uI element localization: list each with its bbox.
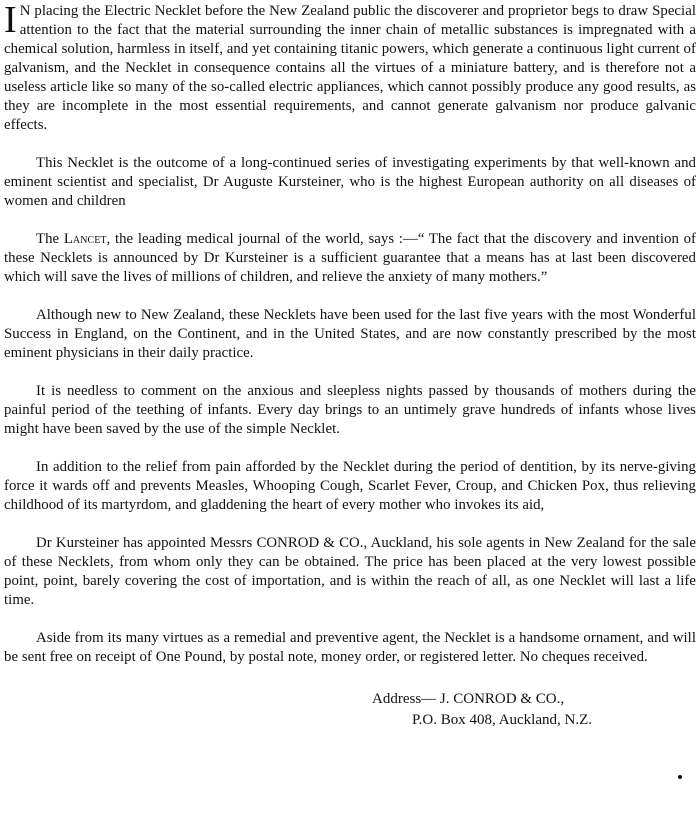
paragraph-relief: In addition to the relief from pain afforded by the Necklet during the period of dentition, by its nerve-giving force it wards off and prevents Measles, Whooping Cough, Scarlet Fever, Croup, and Chicken Pox, thus relieving childhood of its martyrdom, and gladdening the heart of every mother who invokes its aid, (4, 459, 696, 513)
paragraph-origin: This Necklet is the outcome of a long-continued series of investigating experiments by that well-known and eminent scientist and specialist, Dr Auguste Kursteiner, who is the highest European authority on all diseases of women and children (4, 155, 696, 209)
drop-cap: I (4, 0, 17, 41)
print-speck (678, 775, 682, 779)
address-line-1: Address— J. CONROD & CO., (372, 691, 565, 707)
paragraph-teething: It is needless to comment on the anxious and sleepless nights passed by thousands of mothers during the painful period of the teething of infants. Every day brings to an untimely grave hundreds of infants whose lives might have been saved by the use of the simple Necklet. (4, 383, 696, 437)
lancet-the: The (36, 231, 64, 247)
lancet-quote-text: , the leading medical journal of the world, says :—“ The fact that the discovery and invention of these Necklets is announced by Dr Kursteiner is a sufficient guarantee that a means has at last been discovered which will save the lives of millions of children, and relieve the anxiety of many mothers.” (4, 231, 696, 285)
lancet-name: Lancet (63, 231, 107, 247)
address-line-2: P.O. Box 408, Auckland, N.Z. (412, 712, 592, 728)
paragraph-introduction (4, 2, 696, 135)
paragraph-introduction-text: N placing the Electric Necklet before the New Zealand public the discoverer and proprietor begs to draw Special attention to the fact that the material surrounding the inner chain of metallic substances is impregnated with a chemical solution, harmless in itself, and yet containing titanic powers, which generate a continuous light current of galvanism, and the Necklet in consequence contains all the virtues of a miniature battery, and is therefore not a useless article like so many of the so-called electric appliances, which cannot possibly produce any good results, as they are incomplete in the most essential requirements, and cannot generate galvanism nor produce galvanic effects. (4, 3, 696, 133)
address-block (4, 689, 696, 731)
paragraph-agents: Dr Kursteiner has appointed Messrs CONROD & CO., Auckland, his sole agents in New Zealand for the sale of these Necklets, from whom only they can be obtained. The price has been placed at the very lowest possible point, point, barely covering the cost of importation, and is within the reach of all, as one Necklet will last a life time. (4, 535, 696, 608)
paragraph-lancet-quote (4, 230, 696, 287)
paragraph-ornament: Aside from its many virtues as a remedial and preventive agent, the Necklet is a handsome ornament, and will be sent free on receipt of One Pound, by postal note, money order, or registered letter. No cheques received. (4, 630, 696, 665)
paragraph-success: Although new to New Zealand, these Necklets have been used for the last five years with the most Wonderful Success in England, on the Continent, and in the United States, and are now constantly prescribed by the most eminent physicians in their daily practice. (4, 307, 696, 361)
